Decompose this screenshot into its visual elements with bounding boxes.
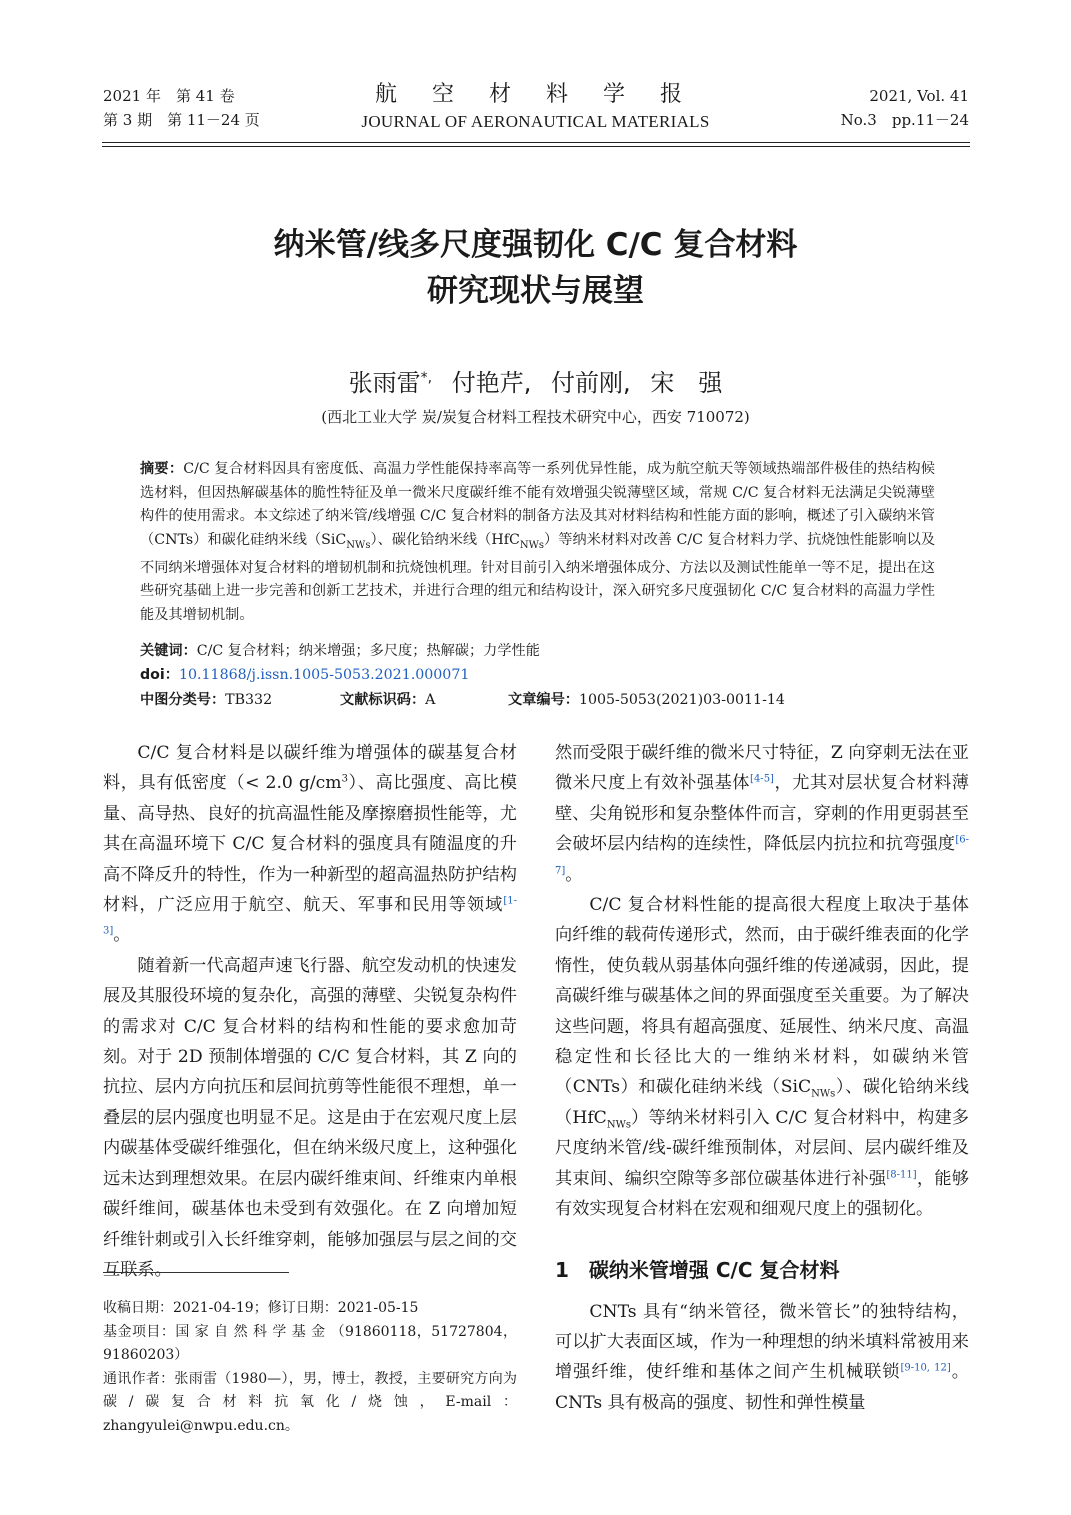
paragraph: 随着新一代高超声速飞行器、航空发动机的快速发展及其服役环境的复杂化，高强的薄壁、尖锐复杂构件的需求对 C/C 复合材料的结构和性能的要求愈加苛刻。对于 2D 预制体增强的 C/C 复合材料，其 Z 向的抗拉、层内方向抗压和层间抗剪等性能很不理想，单一叠层的层内强度也明显不足。这是由于在宏观尺度上层内碳基体受碳纤维强化，但在纳米级尺度上，这种强化远未达到理想效果。在层内碳纤维束间、纤维束内单根碳纤维间，碳基体也未受到有效强化。在 Z 向增加短纤维针刺或引入长纤维穿刺，能够加强层与层之间的交互联系。 bbox=[103, 955, 517, 1280]
article-title bbox=[0, 222, 1071, 314]
keywords-text: C/C 复合材料；纳米增强；多尺度；热解碳；力学性能 bbox=[196, 643, 540, 659]
journal-issue-info-en bbox=[841, 84, 969, 132]
header-rule-thin bbox=[102, 146, 970, 147]
body-column-right bbox=[555, 738, 969, 1418]
citation[interactable]: [4-5] bbox=[750, 773, 774, 785]
abstract-label: 摘要： bbox=[140, 461, 184, 477]
received-dates: 收稿日期：2021-04-19；修订日期：2021-05-15 bbox=[103, 1300, 419, 1316]
doi bbox=[140, 664, 469, 687]
citation[interactable]: [6-7] bbox=[555, 834, 969, 876]
author-name: 宋 强 bbox=[650, 369, 723, 397]
article-number: 文章编号：1005-5053(2021)03-0011-14 bbox=[508, 692, 785, 708]
paragraph: CNTs 具有“纳米管径，微米管长”的独特结构，可以扩大表面区域，作为一种理想的纳米填料常被用来增强纤维，使纤维和基体之间产生机械联锁[9-10, 12]。CNTs 具有极高的强度、韧性和弹性模量 bbox=[555, 1301, 969, 1413]
issue-pages: 第 3 期 第 11－24 页 bbox=[103, 111, 260, 129]
section-number: 1 bbox=[555, 1257, 569, 1282]
author-list bbox=[0, 360, 1071, 401]
citation[interactable]: [8-11] bbox=[886, 1168, 917, 1180]
issue-pages-en: No.3 pp.11－24 bbox=[840, 111, 969, 129]
citation[interactable]: [9-10, 12] bbox=[900, 1362, 951, 1374]
title-line-1: 纳米管/线多尺度强韧化 C/C 复合材料 bbox=[273, 227, 798, 263]
paragraph: 然而受限于碳纤维的微米尺寸特征，Z 向穿刺无法在亚微米尺度上有效补强基体[4-5]，尤其对层状复合材料薄壁、尖角锐形和复杂整体件而言，穿刺的作用更弱甚至会破坏层内结构的连续性，降低层内抗拉和抗弯强度[6-7]。 bbox=[555, 743, 969, 885]
body-column-left bbox=[103, 738, 517, 1285]
abstract: 摘要：C/C 复合材料因具有密度低、高温力学性能保持率高等一系列优异性能，成为航空航天等领域热端部件极佳的热结构候选材料，但因热解碳基体的脆性特征及单一微米尺度碳纤维不能有效增强尖锐薄壁区域，常规 C/C 复合材料无法满足尖锐薄壁构件的使用需求。本文综述了纳米管/线增强 C/C 复合材料的制备方法及其对材料结构和性能方面的影响，概述了引入碳纳米管（CNTs）和碳化硅纳米线（SiC$_{NWs}$）、碳化铪纳米线（HfC$_{NWs}$）等纳米材料对改善 C/C 复合材料力学、抗烧蚀性能影响以及不同纳米增强体对复合材料的增韧机制和抗烧蚀机理。针对目前引入纳米增强体成分、方法以及测试性能单一等不足，提出在这些研究基础上进一步完善和创新工艺技术，并进行合理的组元和结构设计，深入研究多尺度强韧化 C/C 复合材料的高温力学性能及其增韧机制。 bbox=[140, 461, 936, 623]
paragraph: C/C 复合材料是以碳纤维为增强体的碳基复合材料，具有低密度（< 2.0 $g/cm^3$）、高比强度、高比模量、高导热、良好的抗高温性能及摩擦磨损性能等，尤其在高温环境下 C/C 复合材料的强度具有随温度的升高不降反升的特性，作为一种新型的超高温热防护结构材料，广泛应用于航空、航天、军事和民用等领域[1-3]。 bbox=[103, 743, 517, 946]
header-rule-thick bbox=[102, 142, 970, 143]
funding: 基金项目：国 家 自 然 科 学 基 金 （91860118，51727804，91860203） bbox=[103, 1323, 517, 1363]
section-heading bbox=[555, 1253, 969, 1287]
author-name: 付前刚, bbox=[551, 369, 631, 397]
section-title: 碳纳米管增强 C/C 复合材料 bbox=[588, 1257, 840, 1282]
keywords-label: 关键词： bbox=[140, 643, 197, 659]
year-volume-en: 2021, Vol. 41 bbox=[869, 87, 969, 105]
author-name: 付艳芹, bbox=[451, 369, 532, 397]
journal-name-en: JOURNAL OF AERONAUTICAL MATERIALS bbox=[361, 112, 710, 131]
paragraph: C/C 复合材料性能的提高很大程度上取决于基体向纤维的载荷传递形式，然而，由于碳纤维表面的化学惰性，使负载从弱基体向强纤维的传递减弱，因此，提高碳纤维与碳基体之间的界面强度至关重要。为了解决这些问题，将具有超高强度、延展性、纳米尺度、高温稳定性和长径比大的一维纳米材料，如碳纳米管（CNTs）和碳化硅纳米线（SiC$_{NWs}$）、碳化铪纳米线（HfC$_{NWs}$）等纳米材料引入 C/C 复合材料中，构建多尺度纳米管/线-碳纤维预制体，对层间、层内碳纤维及其束间、编织空隙等多部位碳基体进行补强[8-11]，能够有效实现复合材料在宏观和细观尺度上的强韧化。 bbox=[555, 895, 969, 1220]
keywords bbox=[140, 640, 540, 663]
doi-label: doi： bbox=[140, 667, 179, 683]
corresponding-author: 通讯作者：张雨雷（1980—），男，博士，教授，主要研究方向为碳/碳复合材料抗氧化/烧蚀，E-mail：zhangyulei@nwpu.edu.cn。 bbox=[103, 1370, 517, 1434]
affiliation: (西北工业大学 炭/炭复合材料工程技术研究中心，西安 710072) bbox=[321, 408, 750, 426]
corresponding-mark: *, bbox=[420, 370, 433, 386]
title-line-2: 研究现状与展望 bbox=[427, 273, 644, 309]
journal-name-cn: 航 空 材 料 学 报 bbox=[375, 82, 696, 107]
citation[interactable]: [1-3] bbox=[103, 895, 517, 937]
year-volume: 2021 年 第 41 卷 bbox=[103, 87, 235, 105]
footnote-rule bbox=[103, 1272, 289, 1273]
doi-link[interactable]: 10.11868/j.issn.1005-5053.2021.000071 bbox=[178, 667, 470, 683]
footnotes bbox=[103, 1297, 517, 1438]
author-name: 张雨雷*, bbox=[348, 369, 433, 397]
document-code: 文献标识码：A bbox=[340, 692, 436, 708]
clc-number: 中图分类号：TB332 bbox=[140, 692, 273, 708]
